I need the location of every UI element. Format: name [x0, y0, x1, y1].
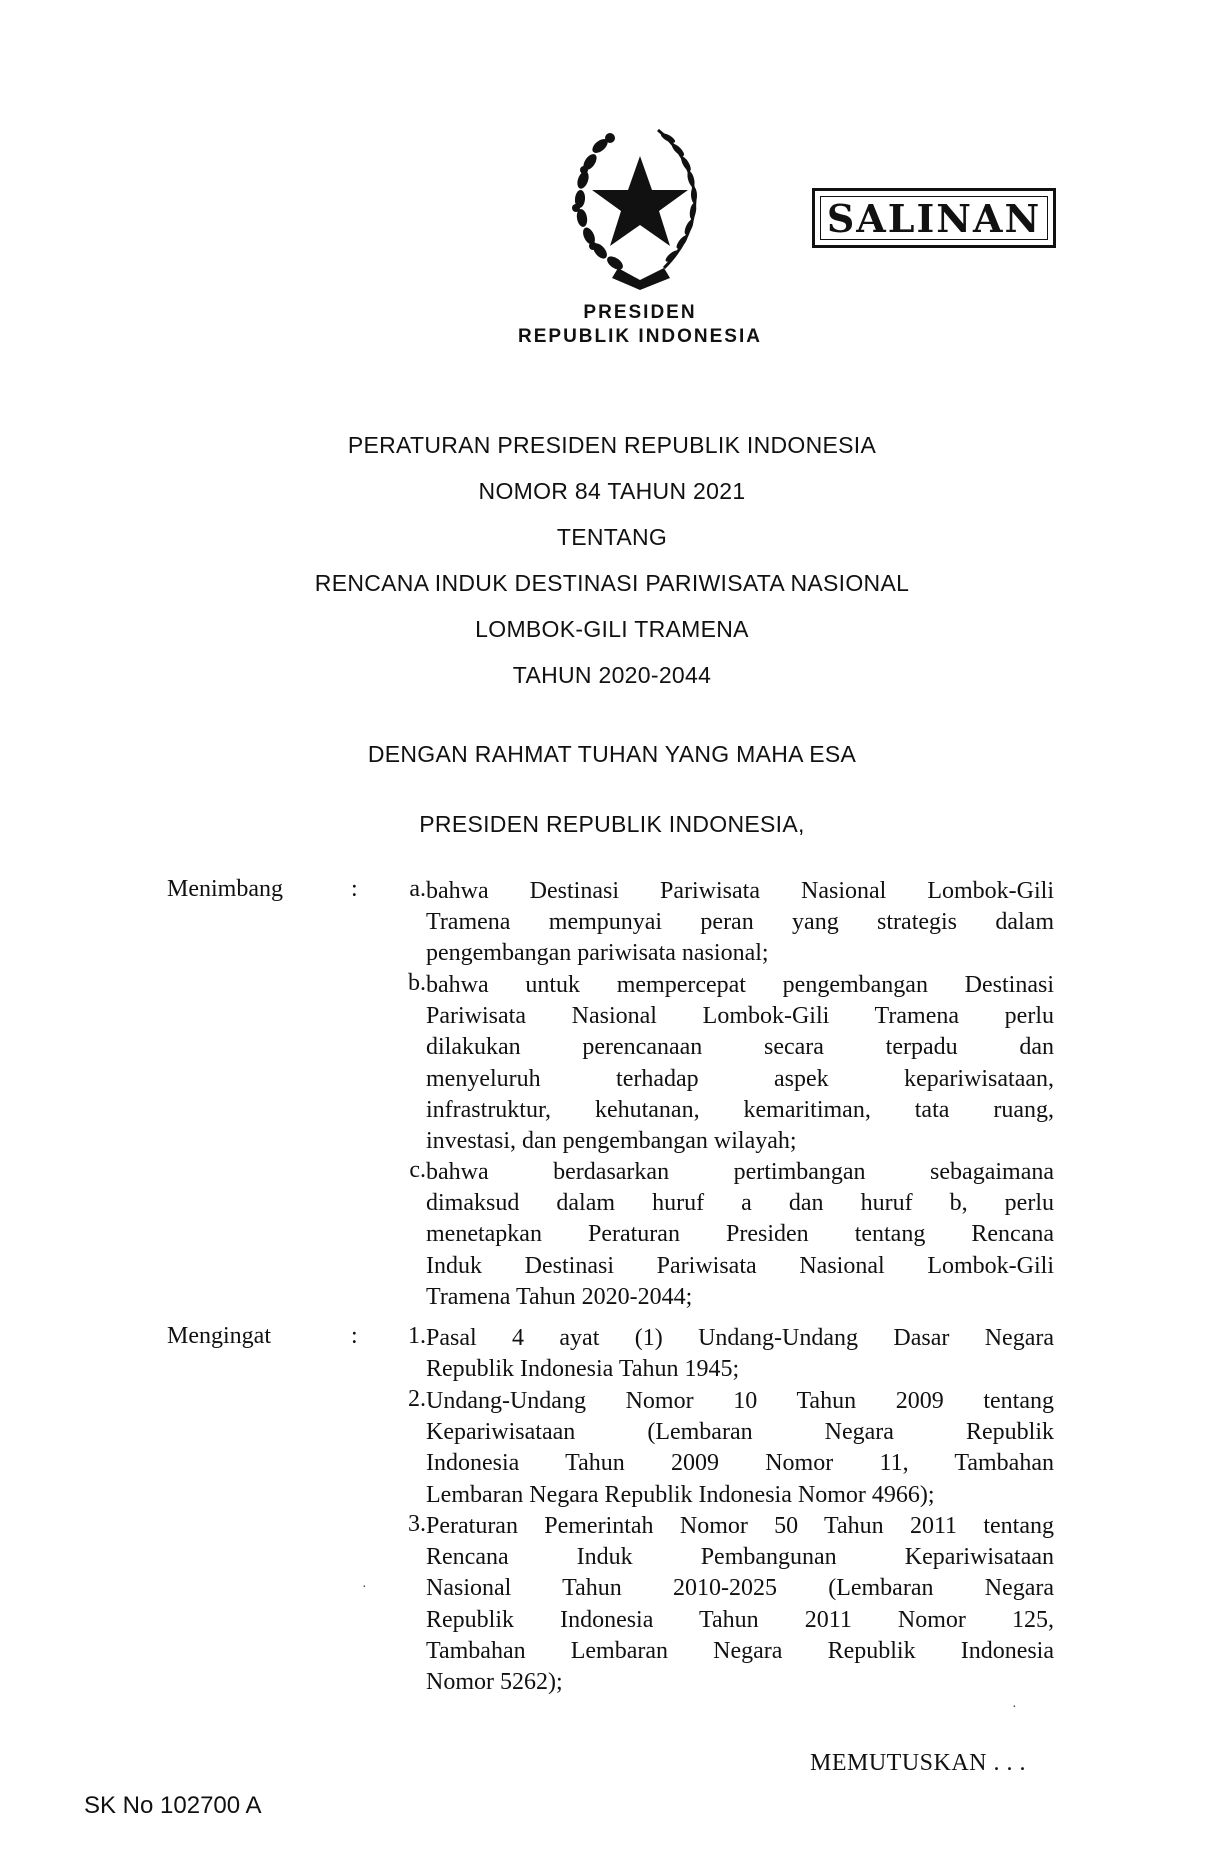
- mengingat-item-2: [376, 1386, 1056, 1511]
- title-line-5: LOMBOK-GILI TRAMENA: [475, 616, 749, 642]
- item-line: Rencana Induk Pembangunan Kepariwisataan: [426, 1544, 1054, 1571]
- item-line: Kepariwisataan (Lembaran Negara Republik: [426, 1419, 1054, 1446]
- item-line: Lembaran Negara Republik Indonesia Nomor 4966);: [426, 1481, 935, 1508]
- sk-number: SK No 102700 A: [84, 1792, 262, 1819]
- item-marker: a.: [409, 876, 426, 902]
- item-line: bahwa Destinasi Pariwisata Nasional Lombok-Gili: [426, 878, 1054, 904]
- issuer: PRESIDEN REPUBLIK INDONESIA,: [419, 811, 805, 837]
- item-line: Republik Indonesia Tahun 1945;: [426, 1356, 740, 1383]
- item-line: bahwa berdasarkan pertimbangan sebagaimana: [426, 1159, 1054, 1185]
- mengingat-label: Mengingat: [167, 1323, 271, 1349]
- item-line: Nomor 5262);: [426, 1668, 563, 1695]
- continuation-text: MEMUTUSKAN . . .: [810, 1750, 1027, 1776]
- item-marker: b.: [408, 970, 426, 996]
- menimbang-colon: :: [351, 876, 358, 902]
- presidential-emblem-icon: [560, 118, 720, 294]
- item-line: Induk Destinasi Pariwisata Nasional Lombok-Gili: [426, 1252, 1054, 1279]
- item-line: pengembangan pariwisata nasional;: [426, 940, 769, 967]
- item-line: Republik Indonesia Tahun 2011 Nomor 125,: [426, 1606, 1054, 1633]
- item-line: Peraturan Pemerintah Nomor 50 Tahun 2011 tentang: [426, 1513, 1054, 1539]
- menimbang-item-b: [376, 970, 1056, 1157]
- title-line-2: NOMOR 84 TAHUN 2021: [478, 478, 746, 504]
- scan-speck: ·: [1012, 1700, 1017, 1715]
- emblem-caption-republik: REPUBLIK INDONESIA: [518, 326, 762, 347]
- item-line: Indonesia Tahun 2009 Nomor 11, Tambahan: [426, 1450, 1054, 1477]
- title-line-1: PERATURAN PRESIDEN REPUBLIK INDONESIA: [347, 432, 877, 458]
- emblem-caption-presiden: PRESIDEN: [583, 302, 697, 323]
- item-line: investasi, dan pengembangan wilayah;: [426, 1127, 797, 1154]
- item-line: Tramena Tahun 2020-2044;: [426, 1283, 693, 1310]
- title-line-6: TAHUN 2020-2044: [512, 662, 712, 688]
- item-marker: 3.: [408, 1511, 426, 1537]
- item-line: menetapkan Peraturan Presiden tentang Rencana: [426, 1221, 1054, 1248]
- item-line: Tambahan Lembaran Negara Republik Indonesia: [426, 1637, 1054, 1664]
- item-line: Pasal 4 ayat (1) Undang-Undang Dasar Negara: [426, 1325, 1054, 1351]
- salinan-stamp: [812, 188, 1056, 248]
- item-line: bahwa untuk mempercepat pengembangan Destinasi: [426, 972, 1054, 998]
- stamp-text: SALINAN: [826, 195, 1042, 241]
- item-line: Nasional Tahun 2010-2025 (Lembaran Negara: [426, 1575, 1054, 1602]
- scan-speck: ·: [362, 1580, 367, 1595]
- mengingat-colon: :: [351, 1323, 358, 1349]
- menimbang-label: Menimbang: [167, 876, 283, 902]
- mengingat-item-1: [376, 1323, 1056, 1385]
- item-marker: c.: [409, 1157, 426, 1183]
- item-marker: 2.: [408, 1386, 426, 1412]
- item-line: Tramena mempunyai peran yang strategis dalam: [426, 909, 1054, 936]
- item-line: dilakukan perencanaan secara terpadu dan: [426, 1034, 1054, 1061]
- item-line: dimaksud dalam huruf a dan huruf b, perlu: [426, 1190, 1054, 1217]
- item-line: Undang-Undang Nomor 10 Tahun 2009 tentang: [426, 1388, 1054, 1414]
- title-line-4: RENCANA INDUK DESTINASI PARIWISATA NASIONAL: [314, 570, 910, 596]
- mengingat-item-3: [376, 1511, 1056, 1698]
- menimbang-item-c: [376, 1157, 1056, 1313]
- item-line: infrastruktur, kehutanan, kemaritiman, tata ruang,: [426, 1096, 1054, 1123]
- menimbang-item-a: [376, 876, 1056, 970]
- item-marker: 1.: [408, 1323, 426, 1349]
- item-line: Pariwisata Nasional Lombok-Gili Tramena perlu: [426, 1003, 1054, 1030]
- title-line-3: TENTANG: [556, 524, 668, 550]
- invocation: DENGAN RAHMAT TUHAN YANG MAHA ESA: [367, 741, 857, 767]
- item-line: menyeluruh terhadap aspek kepariwisataan,: [426, 1065, 1054, 1092]
